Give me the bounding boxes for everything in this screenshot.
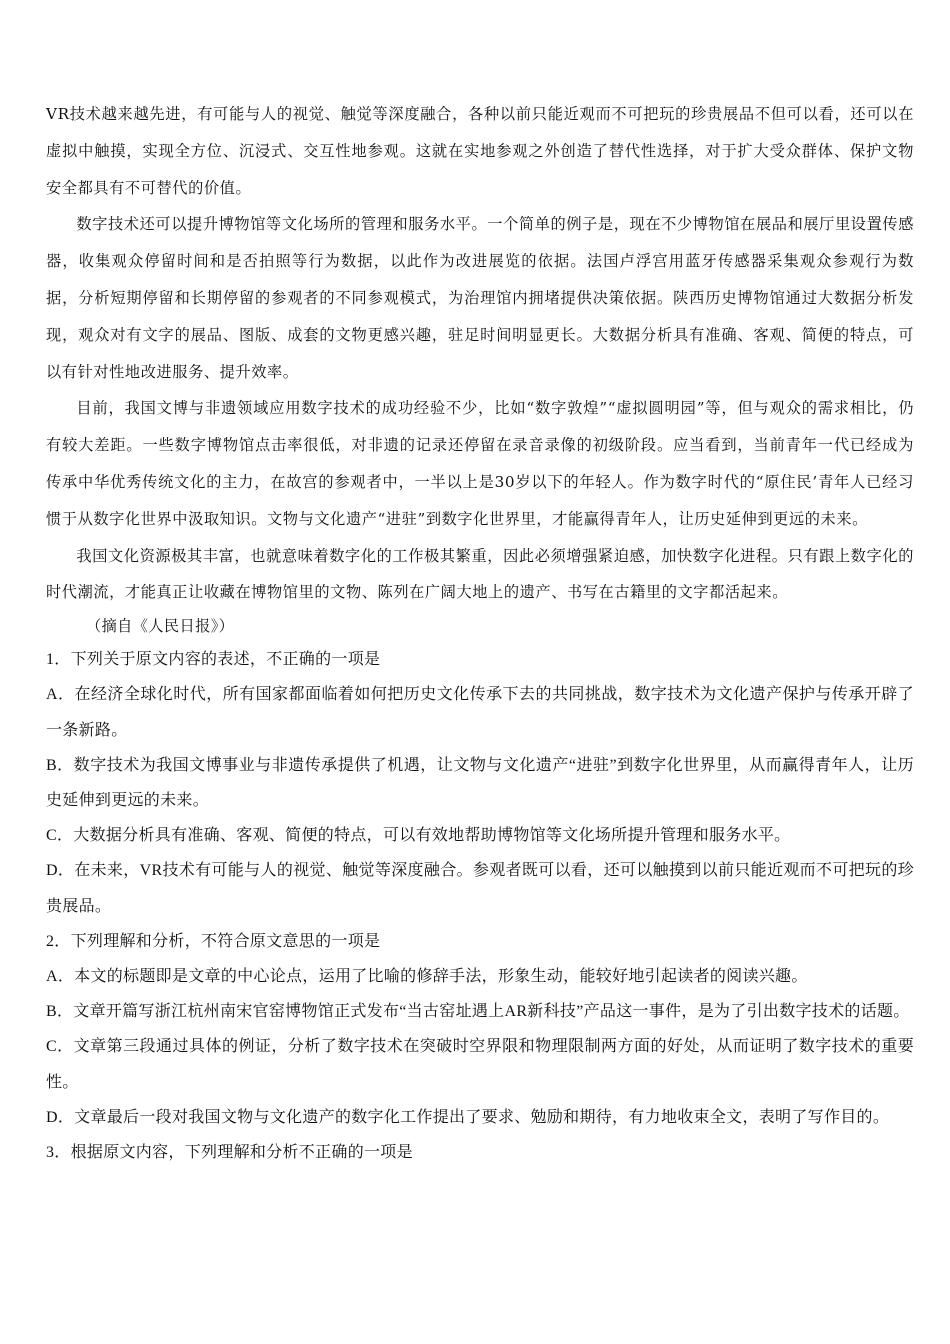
question-2	[46, 924, 914, 1135]
passage-paragraph-2: 数字技术还可以提升博物馆等文化场所的管理和服务水平。一个简单的例子是，现在不少博物馆在展品和展厅里设置传感器，收集观众停留时间和是否拍照等行为数据，以此作为改进展览的依据。法国卢浮宫用蓝牙传感器采集观众参观行为数据，分析短期停留和长期停留的参观者的不同参观模式，为治理馆内拥堵提供决策依据。陕西历史博物馆通过大数据分析发现，观众对有文字的展品、图版、成套的文物更感兴趣，驻足时间明显更长。大数据分析具有准确、客观、简便的特点，可以有针对性地改进服务、提升效率。	[46, 215, 914, 381]
question-3	[46, 1135, 914, 1170]
option-d: D．在未来，VR技术有可能与人的视觉、触觉等深度融合。参观者既可以看，还可以触摸到以前只能近观而不可把玩的珍贵展品。	[46, 862, 914, 915]
question-stem: 1．下列关于原文内容的表述，不正确的一项是	[46, 651, 381, 669]
option-c: C．文章第三段通过具体的例证，分析了数字技术在突破时空界限和物理限制两方面的好处，从而证明了数字技术的重要性。	[46, 1038, 914, 1091]
option-d: D．文章最后一段对我国文物与文化遗产的数字化工作提出了要求、勉励和期待，有力地收束全文，表明了写作目的。	[46, 1108, 890, 1126]
passage-source: （摘自《人民日报》）	[86, 617, 235, 636]
passage-paragraph-1: VR技术越来越先进，有可能与人的视觉、触觉等深度融合，各种以前只能近观而不可把玩的珍贵展品不但可以看，还可以在虚拟中触摸，实现全方位、沉浸式、交互性地参观。这就在实地参观之外创造了替代性选择，对于扩大受众群体、保护文物安全都具有不可替代的价值。	[46, 105, 914, 197]
document-content	[46, 96, 914, 1170]
question-1	[46, 642, 914, 924]
option-b: B．数字技术为我国文博事业与非遗传承提供了机遇，让文物与文化遗产“进驻”到数字化世界里，从而赢得青年人，让历史延伸到更远的未来。	[46, 756, 914, 809]
question-stem: 2．下列理解和分析，不符合原文意思的一项是	[46, 932, 381, 950]
option-c: C．大数据分析具有准确、客观、简便的特点，可以有效地帮助博物馆等文化场所提升管理和服务水平。	[46, 827, 791, 845]
passage-paragraph-3: 目前，我国文博与非遗领域应用数字技术的成功经验不少，比如“数字敦煌”“虚拟圆明园”等，但与观众的需求相比，仍有较大差距。一些数字博物馆点击率很低，对非遗的记录还停留在录音录像的初级阶段。应当看到，当前青年一代已经成为传承中华优秀传统文化的主力，在故宫的参观者中，一半以上是30岁以下的年轻人。作为数字时代的“原住民’青年人已经习惯于从数字化世界中汲取知识。文物与文化遗产“进驻”到数字化世界里，才能赢得青年人，让历史延伸到更远的未来。	[46, 399, 914, 528]
option-a: A．在经济全球化时代，所有国家都面临着如何把历史文化传承下去的共同挑战，数字技术为文化遗产保护与传承开辟了一条新路。	[46, 686, 914, 739]
option-b: B．文章开篇写浙江杭州南宋官窑博物馆正式发布“当古窑址遇上AR新科技”产品这一事件，是为了引出数字技术的话题。	[46, 1003, 910, 1021]
question-stem: 3．根据原文内容，下列理解和分析不正确的一项是	[46, 1144, 413, 1161]
option-a: A．本文的标题即是文章的中心论点，运用了比喻的修辞手法，形象生动，能较好地引起读者的阅读兴趣。	[46, 967, 808, 985]
passage-paragraph-4: 我国文化资源极其丰富，也就意味着数字化的工作极其繁重，因此必须增强紧迫感，加快数字化进程。只有跟上数字化的时代潮流，才能真正让收藏在博物馆里的文物、陈列在广阔大地上的遗产、书写在古籍里的文字都活起来。	[46, 546, 914, 602]
